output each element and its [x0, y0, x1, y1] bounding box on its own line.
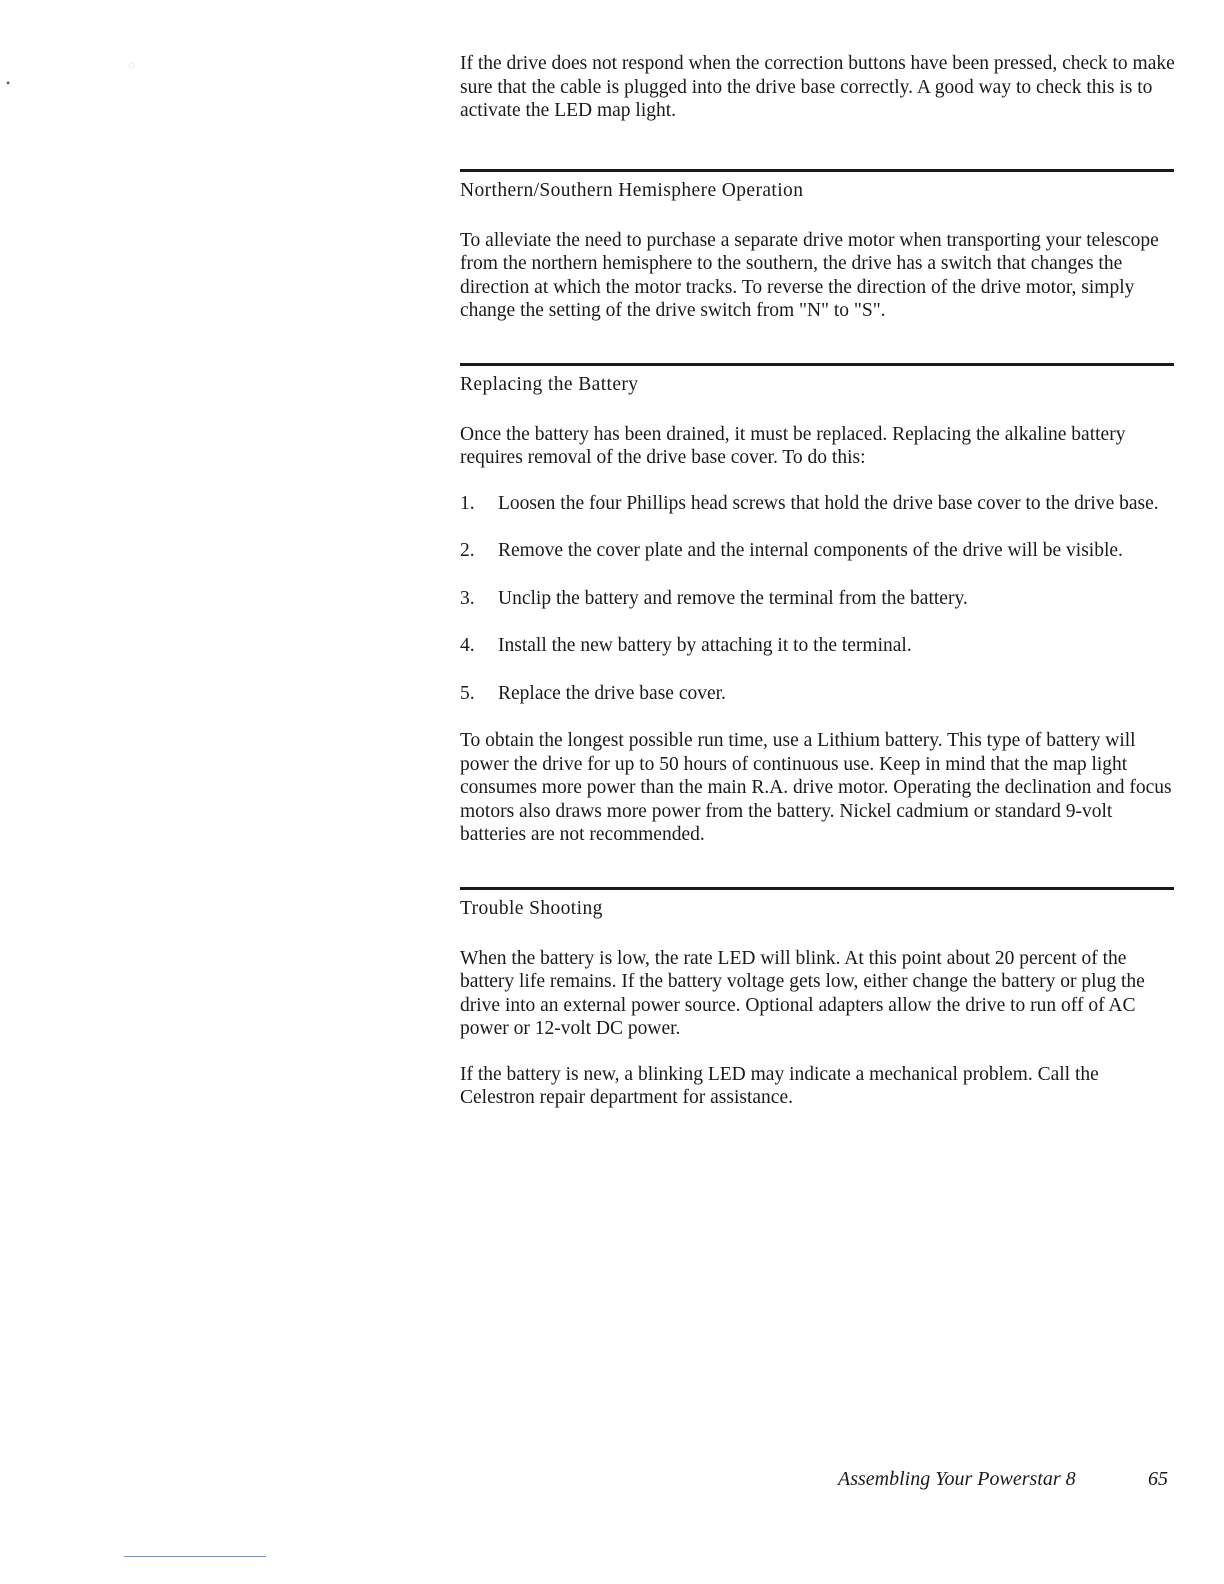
list-item [460, 634, 1176, 658]
section-rule [460, 887, 1174, 890]
page-footer [838, 1468, 1168, 1491]
step-number: 4. [460, 635, 475, 656]
steps-list [460, 492, 1176, 706]
section-heading: Replacing the Battery [460, 373, 639, 395]
section-paragraph: Once the battery has been drained, it must be replaced. Replacing the alkaline battery requires removal of the drive base cover. To do this: [460, 423, 1126, 468]
section-paragraph: When the battery is low, the rate LED will blink. At this point about 20 percent of the battery life remains. If the battery voltage gets low, either change the battery or plug the drive into an external power source. Optional adapters allow the drive to run off of AC power or 12-volt DC power. [460, 947, 1145, 1039]
intro-paragraph: If the drive does not respond when the correction buttons have been pressed, check to make sure that the cable is plugged into the drive base correctly. A good way to check this is to activate the LED map light. [460, 53, 1175, 121]
list-item [460, 539, 1176, 563]
text-column [460, 52, 1176, 1110]
section-paragraph: To alleviate the need to purchase a separate drive motor when transporting your telescope from the northern hemisphere to the southern, the drive has a switch that changes the direction at which the motor tracks. To reverse the direction of the drive motor, simply change the setting of the drive switch from "N" to "S". [460, 229, 1159, 321]
list-item [460, 682, 1176, 706]
scan-speck: • [6, 76, 11, 90]
section-rule [460, 169, 1174, 172]
section-heading: Trouble Shooting [460, 897, 603, 919]
scan-edge-line [124, 1556, 266, 1557]
section-paragraph: If the battery is new, a blinking LED may indicate a mechanical problem. Call the Celestron repair department for assistance. [460, 1063, 1099, 1108]
section-heading: Northern/Southern Hemisphere Operation [460, 179, 804, 201]
section-battery [460, 363, 1176, 847]
step-text: Install the new battery by attaching it to the terminal. [498, 635, 912, 656]
scan-speck: ◌ [128, 58, 136, 72]
step-text: Replace the drive base cover. [498, 682, 726, 704]
step-number: 5. [460, 682, 475, 704]
list-item [460, 492, 1176, 516]
section-trouble [460, 887, 1176, 1110]
list-item [460, 587, 1176, 611]
step-number: 1. [460, 492, 475, 514]
step-text: Unclip the battery and remove the terminal from the battery. [498, 587, 968, 609]
footer-title: Assembling Your Powerstar 8 [838, 1468, 1076, 1490]
section-rule [460, 363, 1174, 366]
section-hemisphere [460, 169, 1176, 323]
step-number: 3. [460, 587, 475, 609]
step-number: 2. [460, 540, 475, 561]
step-text: Remove the cover plate and the internal components of the drive will be visible. [498, 540, 1123, 561]
step-text: Loosen the four Phillips head screws that hold the drive base cover to the drive base. [498, 492, 1159, 514]
section-paragraph: To obtain the longest possible run time, use a Lithium battery. This type of battery will power the drive for up to 50 hours of continuous use. Keep in mind that the map light consumes more power than the main R.A. drive motor. Operating the declination and focus motors also draws more power from the battery. Nickel cadmium or standard 9-volt batteries are not recommended. [460, 730, 1172, 845]
page-number: 65 [1148, 1468, 1168, 1490]
